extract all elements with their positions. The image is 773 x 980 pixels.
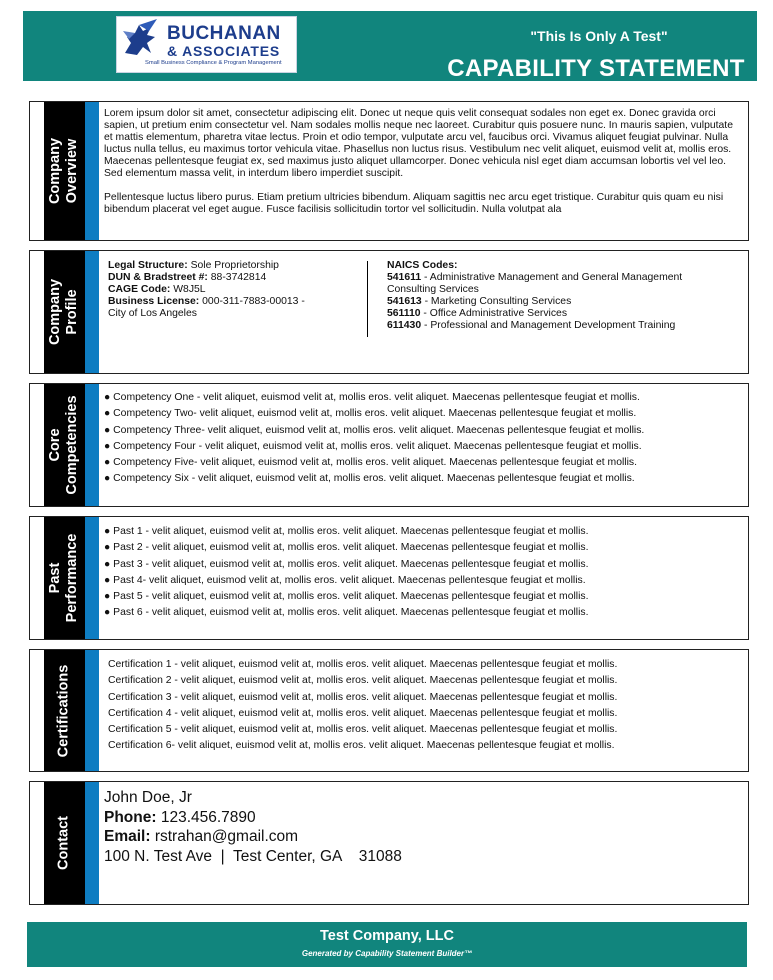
naics-codes xyxy=(387,260,737,332)
phone-value[interactable]: 123.456.7890 xyxy=(160,808,256,826)
license-city: City of Los Angeles xyxy=(108,308,197,319)
section-core-competencies xyxy=(29,383,749,507)
performance-item: ● Past 2 - velit aliquet, euismod velit at, mollis eros. velit aliquet. Maecenas pellentesque feugiat et mollis. xyxy=(104,542,589,554)
certification-item: Certification 5 - velit aliquet, euismod velit at, mollis eros. velit aliquet. Maecenas pellentesque feugiat et mollis. xyxy=(108,724,618,736)
section-label-bar xyxy=(44,517,99,639)
section-label-line2: Competencies xyxy=(64,395,80,495)
naics-item xyxy=(387,308,737,320)
section-label-bar xyxy=(44,251,99,373)
section-label xyxy=(47,279,81,345)
certification-item: Certification 2 - velit aliquet, euismod velit at, mollis eros. velit aliquet. Maecenas pellentesque feugiat et mollis. xyxy=(108,675,618,687)
performance-item: ● Past 3 - velit aliquet, euismod velit at, mollis eros. velit aliquet. Maecenas pellentesque feugiat et mollis. xyxy=(104,558,589,570)
phone-label: Phone: xyxy=(104,808,157,826)
certification-item: Certification 4 - velit aliquet, euismod velit at, mollis eros. velit aliquet. Maecenas pellentesque feugiat et mollis. xyxy=(108,707,618,719)
section-label: Contact xyxy=(55,816,72,870)
competency-item: ● Competency Six - velit aliquet, euismod velit at, mollis eros. velit aliquet. Maecenas pellentesque feugiat et mollis. xyxy=(104,473,635,485)
logo-name-line1: BUCHANAN xyxy=(167,23,281,44)
legal-structure-label: Legal Structure: xyxy=(108,260,188,271)
email-label: Email: xyxy=(104,828,151,845)
section-past-performance xyxy=(29,516,749,640)
section-label: Certifications xyxy=(55,664,72,757)
section-certifications xyxy=(29,649,749,772)
section-label-line2: Performance xyxy=(64,533,80,623)
company-logo xyxy=(116,16,297,73)
section-label-bar xyxy=(44,650,99,771)
naics-desc: - Administrative Management and General Management xyxy=(424,272,683,283)
naics-label: NAICS Codes: xyxy=(387,260,458,271)
performance-list xyxy=(104,524,736,622)
overview-paragraph-2: Pellentesque luctus libero purus. Etiam pretium ultricies bibendum. Aliquam sagittis nec arcu eget tristique. Curabitur quis quam eu nisi bibendum placerat vel eget augue. Fusce facilisis sollicitudin tortor vel sollicitudin. Nulla volutpat ala xyxy=(104,192,724,215)
competency-list xyxy=(104,390,736,488)
competency-item: ● Competency Five- velit aliquet, euismod velit at, mollis eros. velit aliquet. Maecenas pellentesque feugiat et mollis. xyxy=(104,457,637,469)
legal-structure-value: Sole Proprietorship xyxy=(190,260,279,271)
certification-item: Certification 3 - velit aliquet, euismod velit at, mollis eros. velit aliquet. Maecenas pellentesque feugiat et mollis. xyxy=(108,691,618,703)
section-label xyxy=(47,138,81,204)
email-value[interactable]: rstrahan@gmail.com xyxy=(154,828,299,845)
section-label-line2: Profile xyxy=(64,289,80,335)
page-footer xyxy=(27,922,747,967)
performance-item: ● Past 1 - velit aliquet, euismod velit at, mollis eros. velit aliquet. Maecenas pellentesque feugiat et mollis. xyxy=(104,526,589,537)
naics-item xyxy=(387,296,737,308)
naics-code: 561110 xyxy=(387,308,421,319)
section-contact xyxy=(29,781,749,905)
section-label xyxy=(47,534,81,623)
competency-item: ● Competency Four - velit aliquet, euismod velit at, mollis eros. velit aliquet. Maecenas pellentesque feugiat et mollis. xyxy=(104,440,642,452)
profile-details xyxy=(108,260,338,320)
logo-tagline: Small Business Compliance & Program Management xyxy=(145,60,282,66)
competency-item: ● Competency Two- velit aliquet, euismod velit at, mollis eros. velit aliquet. Maecenas pellentesque feugiat et mollis. xyxy=(104,408,637,420)
cage-value: W8J5L xyxy=(173,284,206,295)
pegasus-icon xyxy=(117,17,167,61)
certification-item: Certification 6- velit aliquet, euismod velit at, mollis eros. velit aliquet. Maecenas pellentesque feugiat et mollis. xyxy=(108,740,615,752)
certification-list xyxy=(108,657,736,755)
contact-details xyxy=(104,788,402,866)
section-label-bar xyxy=(44,782,99,904)
contact-address: 100 N. Test Ave | Test Center, GA 31088 xyxy=(104,847,402,865)
header-tagline: "This Is Only A Test" xyxy=(530,28,668,44)
naics-item xyxy=(387,272,737,284)
license-value: 000-311-7883-00013 - xyxy=(202,296,305,307)
section-company-profile xyxy=(29,250,749,374)
logo-name-line2: & ASSOCIATES xyxy=(167,43,281,59)
section-company-overview xyxy=(29,101,749,241)
duns-label: DUN & Bradstreet #: xyxy=(108,272,208,283)
overview-paragraph-1: Lorem ipsum dolor sit amet, consectetur adipiscing elit. Donec ut neque quis velit consequat sodales non eget ex. Donec gravida orci sapien, ut pretium enim consectetur vel. Nam sodales mollis neque nec laoreet. Curabitur quis posuere nunc. In mauris sapien, vulputate et mattis elementum, pharetra vitae lectus. Proin et odio tempor, vulputate arcu vel, faucibus orci. Vivamus aliquet feugiat pulvinar. Nulla luctus nulla tellus, eu maximus tortor vehicula vitae. Phasellus non luctus risus. Vestibulum nec velit aliquet, euismod velit at, mollis eros. Maecenas pellentesque feugiat ex, sed maximus justo aliquet ullamcorper. Donec vehicula nisl eget diam accumsan lobortis vel vel leo. Sed elementum massa velit, in interdum libero imperdiet suscipit. xyxy=(104,108,733,179)
section-label-line1: Past xyxy=(47,562,63,594)
footer-company: Test Company, LLC xyxy=(320,928,454,944)
performance-item: ● Past 5 - velit aliquet, euismod velit at, mollis eros. velit aliquet. Maecenas pellentesque feugiat et mollis. xyxy=(104,591,589,603)
profile-divider xyxy=(367,261,368,337)
cage-label: CAGE Code: xyxy=(108,284,171,295)
naics-code: 611430 xyxy=(387,320,422,331)
section-label-bar xyxy=(44,102,99,240)
license-label: Business License: xyxy=(108,296,200,307)
naics-desc: - Office Administrative Services xyxy=(423,308,568,319)
competency-item: ● Competency Three- velit aliquet, euismod velit at, mollis eros. velit aliquet. Maecenas pellentesque feugiat et mollis. xyxy=(104,424,645,436)
naics-desc-cont: Consulting Services xyxy=(387,284,479,295)
certification-item: Certification 1 - velit aliquet, euismod velit at, mollis eros. velit aliquet. Maecenas pellentesque feugiat et mollis. xyxy=(108,659,618,670)
contact-name: John Doe, Jr xyxy=(104,789,192,806)
competency-item: ● Competency One - velit aliquet, euismod velit at, mollis eros. velit aliquet. Maecenas pellentesque feugiat et mollis. xyxy=(104,392,640,403)
section-label-line2: Overview xyxy=(64,138,80,204)
naics-desc: - Marketing Consulting Services xyxy=(424,296,572,307)
section-label xyxy=(47,395,81,494)
duns-value: 88-3742814 xyxy=(210,272,267,283)
footer-generated: Generated by Capability Statement Builder™ xyxy=(301,949,473,958)
naics-item xyxy=(387,320,737,332)
naics-desc: - Professional and Management Development Training xyxy=(424,320,676,331)
section-label-line1: Core xyxy=(47,428,63,462)
performance-item: ● Past 4- velit aliquet, euismod velit at, mollis eros. velit aliquet. Maecenas pellentesque feugiat et mollis. xyxy=(104,574,586,586)
document-title: CAPABILITY STATEMENT xyxy=(447,55,745,82)
section-label-line1: Company xyxy=(47,278,63,346)
section-label-bar xyxy=(44,384,99,506)
naics-code: 541611 xyxy=(387,272,422,283)
section-label-line1: Company xyxy=(47,137,63,205)
performance-item: ● Past 6 - velit aliquet, euismod velit at, mollis eros. velit aliquet. Maecenas pellentesque feugiat et mollis. xyxy=(104,607,589,619)
overview-text xyxy=(104,108,736,228)
naics-code: 541613 xyxy=(387,296,422,307)
